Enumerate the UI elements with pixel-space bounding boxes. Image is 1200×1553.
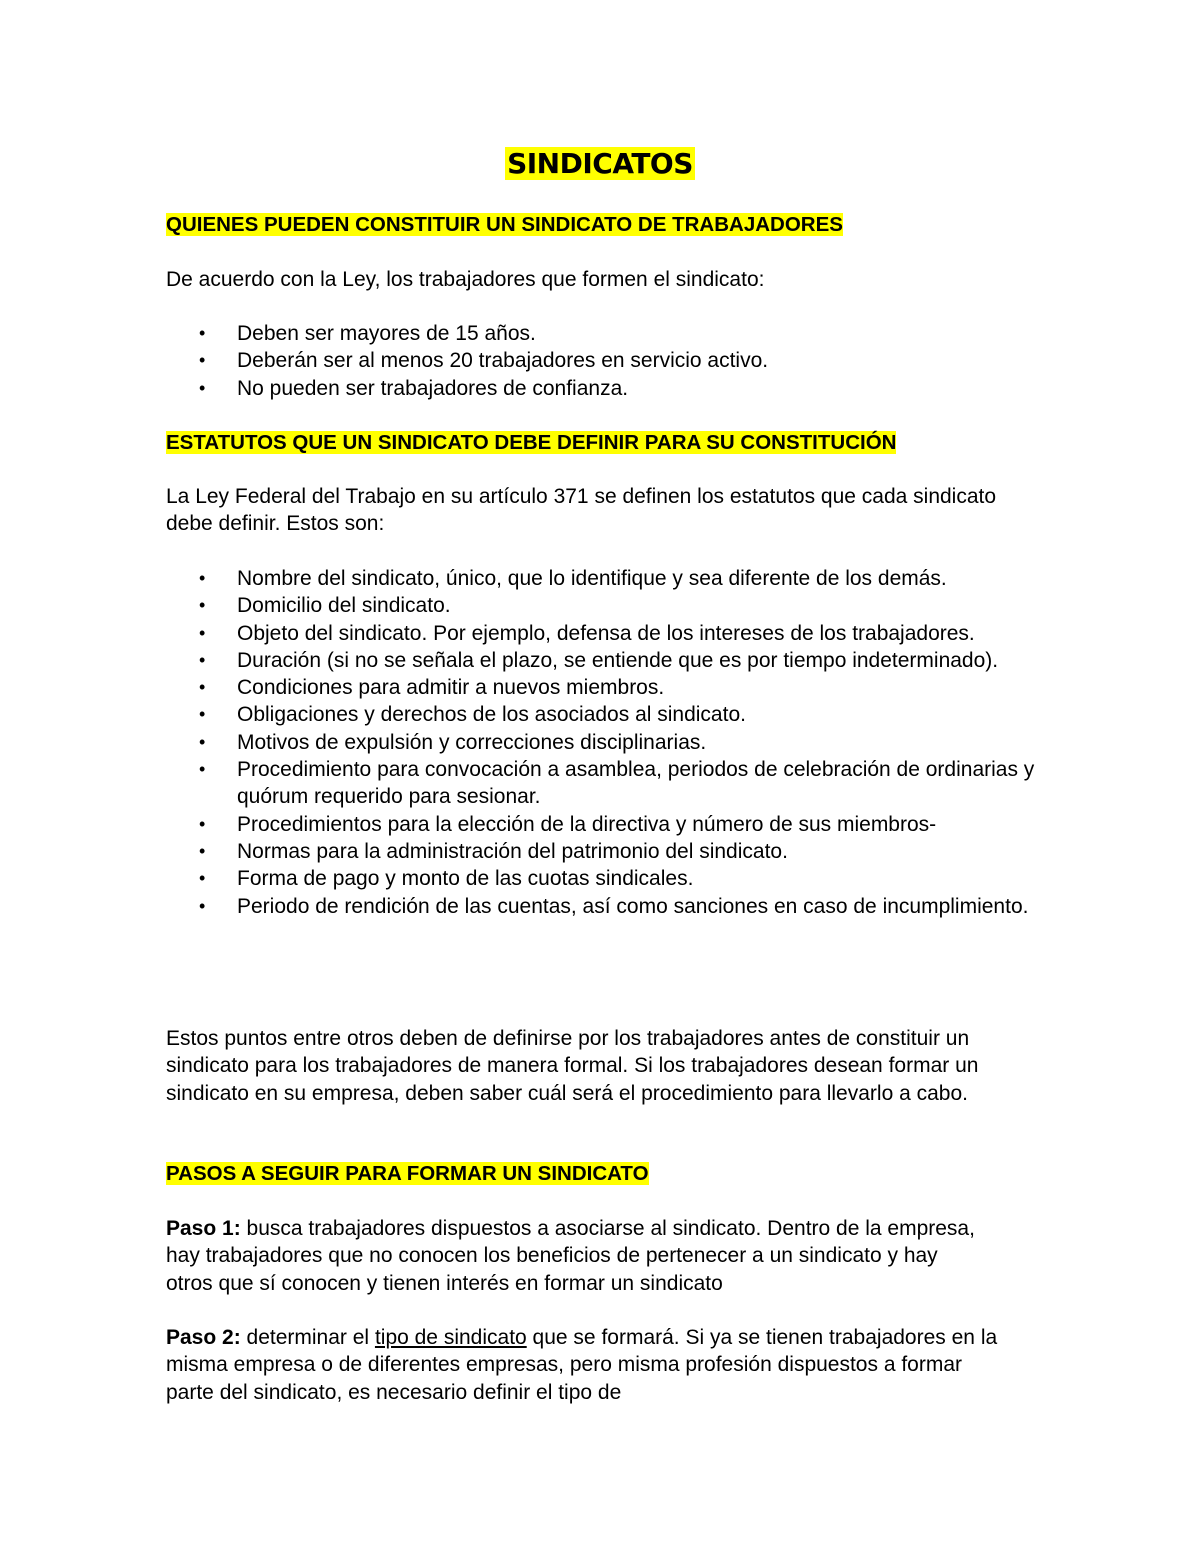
bullet-icon: • [199,731,206,752]
section1-heading [166,211,1046,238]
document-title-text: SINDICATOS [507,147,693,180]
bullet-icon: • [199,813,206,834]
list-item [166,320,1046,347]
list-item [166,893,1046,920]
list-item-text: Motivos de expulsión y correcciones disciplinarias. [237,730,707,754]
step1-label: Paso 1: [166,1217,241,1240]
list-item-text: Deben ser mayores de 15 años. [237,322,536,345]
list-item [166,865,1046,892]
section1-intro: De acuerdo con la Ley, los trabajadores que formen el sindicato: [166,268,765,291]
list-item [166,729,1046,756]
bullet-icon: • [199,350,206,371]
step1-paragraph [166,1215,986,1297]
bullet-icon: • [199,759,206,780]
bullet-icon: • [199,323,206,343]
bullet-icon: • [199,595,206,616]
section1-list [166,320,1046,402]
bullet-icon: • [199,677,206,698]
list-item [166,565,1046,592]
section2-closing: Estos puntos entre otros deben de definirse por los trabajadores antes de constituir un sindicato para los trabajadores de manera formal. Si los trabajadores desean formar un sindicato en su empresa, deben saber cuál será el procedimiento para llevarlo a cabo. [166,1027,979,1105]
bullet-icon: • [199,704,206,725]
list-item-text: Objeto del sindicato. Por ejemplo, defensa de los intereses de los trabajadores. [237,621,975,645]
tipo-de-sindicato-link[interactable]: tipo de sindicato [374,1326,527,1349]
list-item [166,838,1046,865]
document-title [0,144,1200,184]
list-item [166,347,1046,374]
list-item [166,375,1046,402]
list-item-text: Periodo de rendición de las cuentas, así como sanciones en caso de incumplimiento. [237,894,1029,918]
bullet-icon: • [199,840,206,861]
list-item-text: No pueden ser trabajadores de confianza. [237,376,629,400]
step1-text: busca trabajadores dispuestos a asociarse al sindicato. Dentro de la empresa, hay trabajadores que no conocen los beneficios de pertenecer a un sindicato y hay otros que sí conocen y tienen interés en formar un sindicato [166,1217,975,1295]
bullet-icon: • [199,649,206,670]
section2-heading [166,429,1046,456]
bullet-icon: • [199,868,206,889]
list-item-text: Obligaciones y derechos de los asociados al sindicato. [237,703,746,727]
step2-pre: determinar el [240,1326,375,1349]
list-item-text: Procedimiento para convocación a asamblea, periodos de celebración de ordinarias y quórum requerido para sesionar. [237,758,1035,809]
step2-label: Paso 2: [166,1326,241,1349]
list-item [166,647,1046,674]
section2-heading-text: ESTATUTOS QUE UN SINDICATO DEBE DEFINIR PARA SU CONSTITUCIÓN [166,431,897,454]
section2-list [166,565,1046,920]
list-item-text: Domicilio del sindicato. [237,594,451,618]
list-item-text: Deberán ser al menos 20 trabajadores en servicio activo. [237,349,769,373]
list-item-text: Forma de pago y monto de las cuotas sindicales. [237,867,694,891]
bullet-icon: • [199,895,206,916]
bullet-icon: • [199,622,206,643]
list-item-text: Duración (si no se señala el plazo, se entiende que es por tiempo indeterminado). [237,648,999,672]
section3-heading-text: PASOS A SEGUIR PARA FORMAR UN SINDICATO [166,1162,649,1185]
list-item-text: Procedimientos para la elección de la directiva y número de sus miembros- [237,812,937,836]
bullet-icon: • [199,377,206,398]
list-item [166,592,1046,619]
list-item [166,620,1046,647]
step2-post: que se formará. Si ya se tienen trabajadores en la misma empresa o de diferentes empresas, pero misma profesión dispuestos a formar parte del sindicato, es necesario definir el tipo de [166,1326,998,1404]
section3-heading [166,1160,1046,1187]
section2-intro: La Ley Federal del Trabajo en su artículo 371 se definen los estatutos que cada sindicato debe definir. Estos son: [166,485,997,536]
step2-paragraph [166,1324,1006,1406]
list-item [166,756,1046,811]
list-item-text: Condiciones para admitir a nuevos miembros. [237,676,665,700]
bullet-icon: • [199,568,206,588]
list-item-text: Nombre del sindicato, único, que lo identifique y sea diferente de los demás. [237,567,947,590]
list-item [166,674,1046,701]
list-item [166,811,1046,838]
list-item [166,701,1046,728]
list-item-text: Normas para la administración del patrimonio del sindicato. [237,839,788,863]
section1-heading-text: QUIENES PUEDEN CONSTITUIR UN SINDICATO DE TRABAJADORES [166,213,843,236]
